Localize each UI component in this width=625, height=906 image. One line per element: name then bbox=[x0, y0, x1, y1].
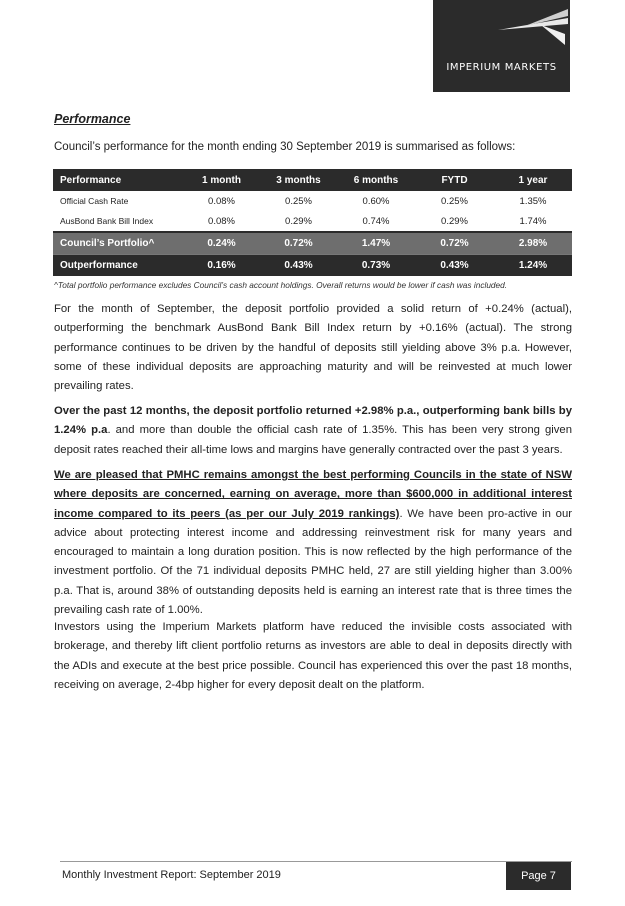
table-cell: 0.08% bbox=[208, 195, 235, 207]
paragraph-platform: Investors using the Imperium Markets platform have reduced the invisible costs associated with brokerage, and thereby lift client portfolio returns as investors are able to deal in deposits directly with the ADIs and execute at the best price possible. Council has experienced this over the past 18 months, receiving on average, 2-4bp higher for every deposit dealt on the platform. bbox=[54, 621, 572, 691]
table-row bbox=[53, 191, 572, 211]
table-cell: Official Cash Rate bbox=[60, 196, 129, 206]
table-cell: 0.72% bbox=[415, 232, 494, 255]
table-footnote: ^Total portfolio performance excludes Council’s cash account holdings. Overall returns would be lower if cash was included. bbox=[54, 280, 508, 290]
table-cell: Outperformance bbox=[53, 255, 183, 277]
page-number: Page 7 bbox=[506, 862, 571, 890]
table-cell: 0.43% bbox=[260, 255, 337, 277]
table-cell: 0.29% bbox=[285, 215, 312, 227]
table-cell: 1.47% bbox=[337, 232, 415, 255]
table-cell: 2.98% bbox=[494, 232, 572, 255]
performance-table bbox=[53, 169, 572, 276]
table-cell: 0.25% bbox=[441, 195, 468, 207]
paragraph-ranking-rest: . We have been pro-active in our advice about protecting interest income and addressing reinvestment risk for many years and encouraged to maintain a long duration position. This is now reflected by the high performance of the investment portfolio. Of the 71 individual deposits PMHC held, 27 are still yielding higher than 3.00% p.a. That is, around 38% of outstanding deposits held is earning an interest rate that is three times the prevailing cash rate of 1.00%. bbox=[54, 507, 572, 617]
table-row-portfolio bbox=[53, 232, 572, 255]
table-cell: 1.74% bbox=[519, 215, 547, 227]
table-cell: 0.74% bbox=[362, 215, 390, 227]
paragraph-annual-bold: Over the past 12 months, the deposit portfolio returned +2.98% p.a., outperforming bank bills by 1.24% p.a bbox=[54, 405, 572, 437]
section-title: Performance bbox=[54, 112, 131, 126]
imperium-logo bbox=[433, 0, 570, 92]
table-cell: 0.24% bbox=[183, 232, 260, 255]
logo-mark-icon bbox=[433, 0, 570, 60]
table-header: 3 months bbox=[260, 169, 337, 191]
table-header: Performance bbox=[53, 169, 183, 191]
table-cell: 0.25% bbox=[285, 195, 312, 207]
table-cell: 0.08% bbox=[208, 215, 235, 227]
paragraph-ranking bbox=[54, 466, 572, 620]
table-row bbox=[53, 211, 572, 232]
footer-title: Monthly Investment Report: September 2019 bbox=[62, 869, 281, 881]
table-cell: 0.43% bbox=[415, 255, 494, 277]
paragraph-monthly: For the month of September, the deposit portfolio provided a solid return of +0.24% (actual), outperforming the benchmark AusBond Bank Bill Index return by +0.16% (actual). The strong performance continues to be driven by the handful of deposits still yielding above 3% p.a. However, some of these individual deposits are approaching maturity and will be reinvested at much lower prevailing rates. bbox=[54, 303, 572, 393]
table-header-row bbox=[53, 169, 572, 191]
logo-text: IMPERIUM MARKETS bbox=[446, 62, 557, 73]
table-header: 1 month bbox=[183, 169, 260, 191]
paragraph-ranking-bold: We are pleased that PMHC remains amongst the best performing Councils in the state of NSW where deposits are concerned, earning on average, more than $600,000 in additional interest income compared to its peers (as per our July 2019 rankings) bbox=[54, 469, 572, 520]
table-cell: 0.72% bbox=[260, 232, 337, 255]
paragraph-annual-rest: . and more than double the official cash rate of 1.35%. This has been very strong given deposit rates reached their all-time lows and margins have generally contracted over the past 3 years. bbox=[54, 424, 572, 456]
table-cell: 1.24% bbox=[494, 255, 572, 277]
paragraph-annual bbox=[54, 402, 572, 460]
table-cell: Council’s Portfolio^ bbox=[53, 232, 183, 255]
table-header: FYTD bbox=[415, 169, 494, 191]
table-header: 6 months bbox=[337, 169, 415, 191]
table-cell: AusBond Bank Bill Index bbox=[60, 216, 154, 226]
table-cell: 1.35% bbox=[519, 195, 547, 207]
footer-divider bbox=[60, 861, 572, 862]
table-row-outperformance bbox=[53, 255, 572, 277]
table-cell: 0.60% bbox=[362, 195, 390, 207]
table-cell: 0.29% bbox=[441, 215, 468, 227]
intro-text: Council’s performance for the month ending 30 September 2019 is summarised as follows: bbox=[54, 141, 516, 153]
table-cell: 0.73% bbox=[337, 255, 415, 277]
table-header: 1 year bbox=[494, 169, 572, 191]
table-cell: 0.16% bbox=[183, 255, 260, 277]
